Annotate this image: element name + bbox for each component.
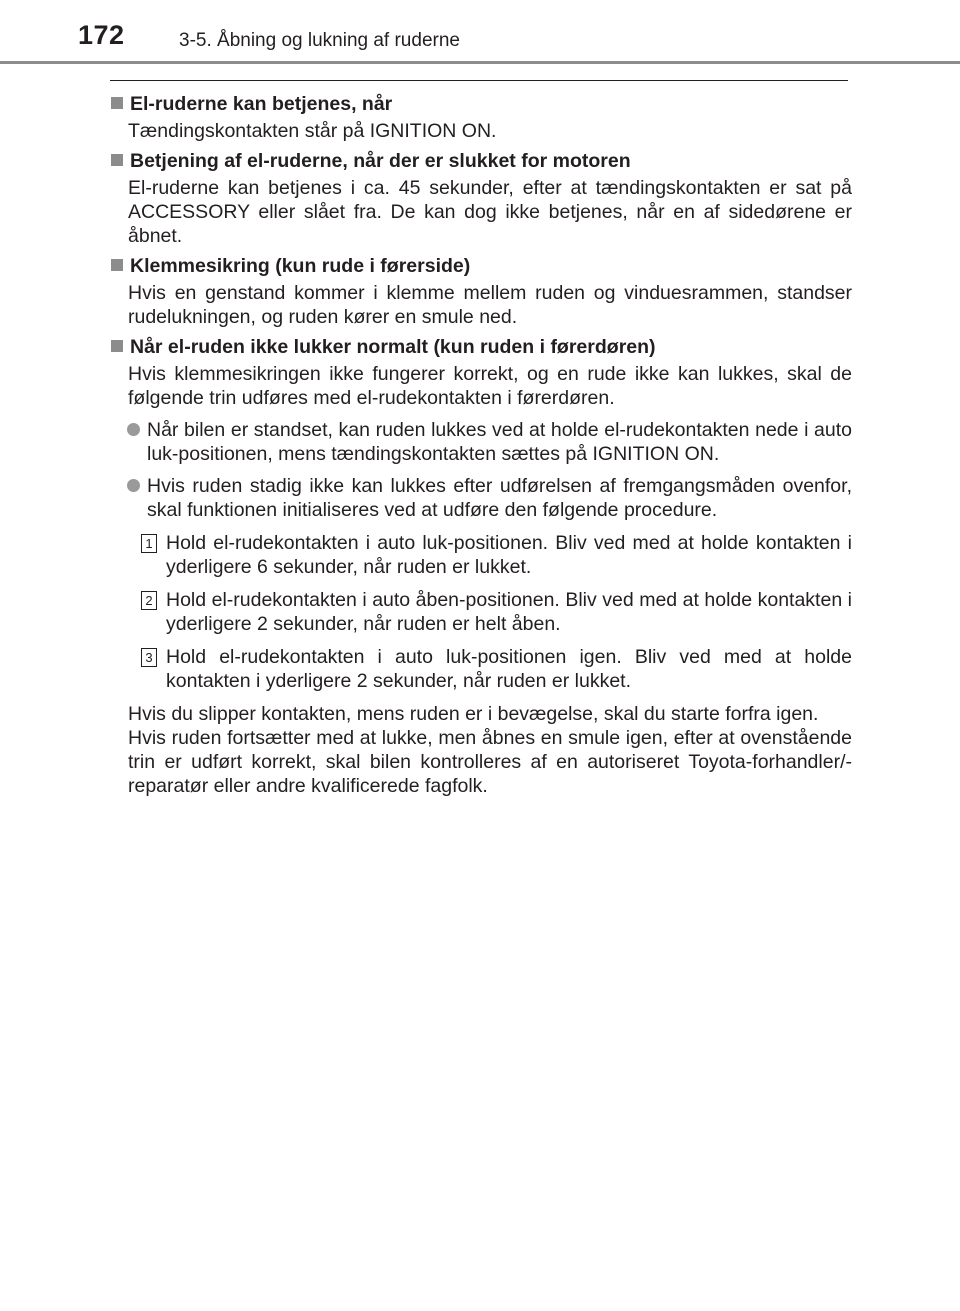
- section-heading: [110, 254, 852, 278]
- section-heading-text: Når el-ruden ikke lukker normalt (kun ruden i førerdøren): [130, 336, 656, 358]
- section-engine-off: [110, 149, 852, 248]
- section-not-closing: [110, 335, 852, 798]
- closing-text: Hvis ruden fortsætter med at lukke, men åbnes en smule igen, efter at ovenstående trin er udført korrekt, skal bilen kontrolleres af en autoriseret Toyota-forhandler/-reparatør eller andre kvalificerede fagfolk.: [128, 727, 852, 797]
- square-bullet-icon: [111, 154, 123, 166]
- section-text: El-ruderne kan betjenes i ca. 45 sekunder, efter at tændingskontakten er sat på ACCESSORY eller slået fra. De kan dog ikke betjenes, når en af sidedørene er åbnet.: [128, 177, 852, 247]
- section-heading-text: El-ruderne kan betjenes, når: [130, 93, 393, 115]
- bullet-item: [110, 474, 852, 522]
- step-number-box: 3: [141, 648, 157, 667]
- page-header: [0, 0, 960, 62]
- section-heading-text: Betjening af el-ruderne, når der er slukket for motoren: [130, 150, 631, 172]
- square-bullet-icon: [111, 340, 123, 352]
- page-content: [110, 92, 852, 804]
- round-bullet-icon: [127, 423, 140, 436]
- section-text: Hvis en genstand kommer i klemme mellem ruden og vinduesrammen, standser rudelukningen, og ruden kører en smule ned.: [128, 282, 852, 328]
- section-text: Hvis klemmesikringen ikke fungerer korrekt, og en rude ikke kan lukkes, skal de følgende trin udføres med el-rudekontakten i førerdøren.: [128, 363, 852, 409]
- step-number-box: 1: [141, 534, 157, 553]
- section-title: 3-5. Åbning og lukning af ruderne: [179, 30, 460, 51]
- step-item: [110, 645, 852, 693]
- section-jam-protection: [110, 254, 852, 329]
- section-conditions: [110, 92, 852, 143]
- section-text: Tændingskontakten står på IGNITION ON.: [128, 120, 497, 142]
- step-item: [110, 531, 852, 579]
- page-number: 172: [78, 20, 125, 50]
- step-text: Hold el-rudekontakten i auto luk-positionen igen. Bliv ved med at holde kontakten i yderligere 2 sekunder, når ruden er lukket.: [166, 646, 852, 692]
- step-item: [110, 588, 852, 636]
- step-text: Hold el-rudekontakten i auto åben-positionen. Bliv ved med at holde kontakten i yderligere 2 sekunder, når ruden er helt åben.: [166, 589, 852, 635]
- step-number-box: 2: [141, 591, 157, 610]
- round-bullet-icon: [127, 479, 140, 492]
- section-heading: [110, 149, 852, 173]
- section-heading: [110, 92, 852, 116]
- bullet-item: [110, 418, 852, 466]
- closing-text: Hvis du slipper kontakten, mens ruden er i bevægelse, skal du starte forfra igen.: [128, 703, 819, 725]
- square-bullet-icon: [111, 97, 123, 109]
- closing-paragraph: [110, 702, 852, 798]
- header-divider: [0, 61, 960, 64]
- bullet-text: Hvis ruden stadig ikke kan lukkes efter udførelsen af fremgangsmåden ovenfor, skal funktionen initialiseres ved at udføre den følgende procedure.: [147, 475, 852, 521]
- section-heading-text: Klemmesikring (kun rude i førerside): [130, 255, 471, 277]
- step-text: Hold el-rudekontakten i auto luk-positionen. Bliv ved med at holde kontakten i yderligere 6 sekunder, når ruden er lukket.: [166, 532, 852, 578]
- section-heading: [110, 335, 852, 359]
- bullet-text: Når bilen er standset, kan ruden lukkes ved at holde el-rudekontakten nede i auto luk-positionen, mens tændingskontakten sættes på IGNITION ON.: [147, 419, 852, 465]
- content-divider: [110, 80, 848, 81]
- square-bullet-icon: [111, 259, 123, 271]
